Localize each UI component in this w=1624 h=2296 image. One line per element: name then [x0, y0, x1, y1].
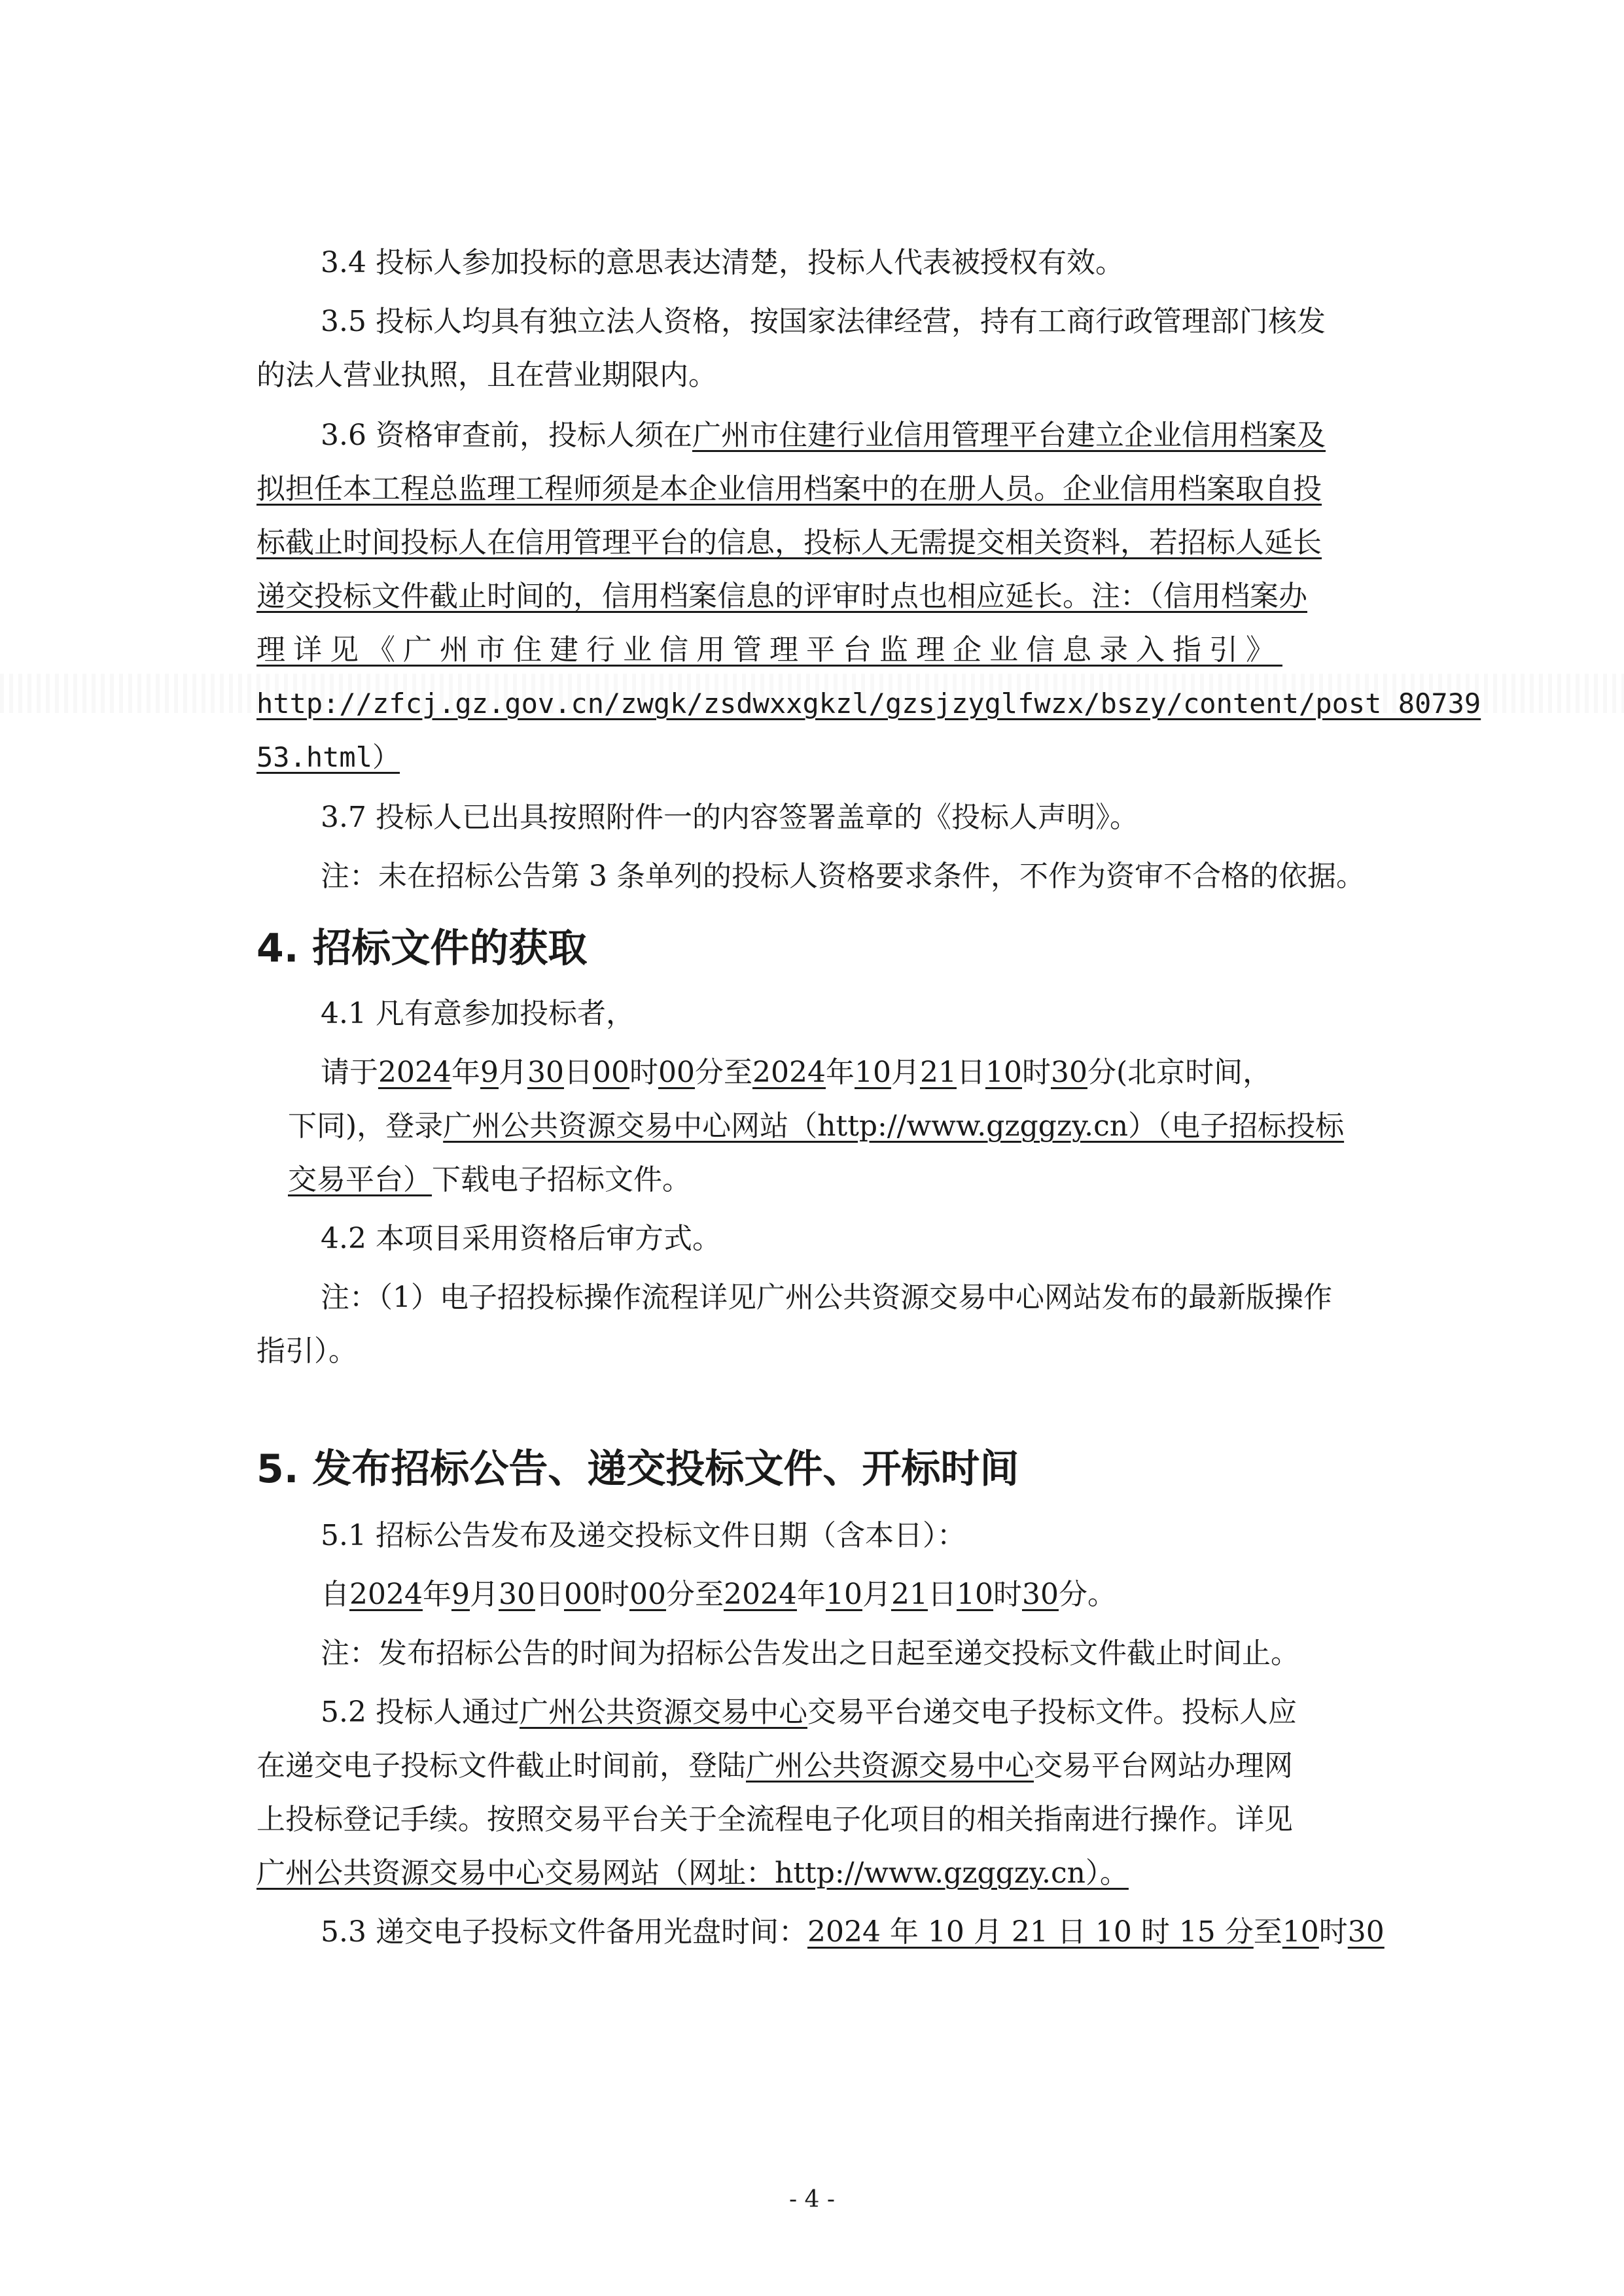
- note-section-3: 注：未在招标公告第 3 条单列的投标人资格要求条件，不作为资审不合格的依据。: [321, 860, 1365, 893]
- start-day: 30: [527, 1056, 564, 1089]
- clause-5-3: [321, 1913, 1385, 1952]
- start-year: 2024: [349, 1578, 423, 1611]
- download-text: 下载电子招标文件。: [432, 1163, 691, 1196]
- start-hour: 00: [592, 1056, 629, 1089]
- clause-5-2-intro: 5.2 投标人通过: [321, 1696, 520, 1729]
- end-day: 21: [919, 1056, 957, 1089]
- start-month: 9: [451, 1578, 470, 1611]
- month-unit: 月: [498, 1056, 527, 1089]
- hour-unit: 时: [600, 1578, 629, 1611]
- clause-4-1-login: [288, 1107, 1344, 1146]
- clause-5-3-intro: 5.3 递交电子投标文件备用光盘时间：: [321, 1915, 807, 1949]
- clause-5-2-text: 交易平台递交电子投标文件。投标人应: [807, 1696, 1297, 1729]
- day-unit: 日: [535, 1578, 564, 1611]
- gzggzy-website-link[interactable]: 广州公共资源交易中心网站（http://www.gzggzy.cn）（电子招标投标: [443, 1109, 1345, 1143]
- year-unit: 年: [422, 1578, 451, 1611]
- clause-5-2-line-3: 上投标登记手续。按照交易平台关于全流程电子化项目的相关指南进行操作。详见: [256, 1803, 1293, 1836]
- clause-3-6-intro: 3.6 资格审查前，投标人须在: [321, 419, 692, 452]
- day-unit: 日: [956, 1056, 985, 1089]
- year-unit: 年: [451, 1056, 480, 1089]
- disc-start-time: 2024 年 10 月 21 日 10 时 15 分: [807, 1915, 1254, 1949]
- minute-unit-to: 分至: [694, 1056, 752, 1089]
- gzggzy-trading-website-link[interactable]: 广州公共资源交易中心交易网站（网址：http://www.gzggzy.cn）。: [256, 1856, 1129, 1890]
- trading-platform-link[interactable]: 交易平台）: [288, 1163, 432, 1196]
- end-hour: 10: [985, 1056, 1022, 1089]
- gzggzy-name: 广州公共资源交易中心: [746, 1749, 1034, 1783]
- end-minute: 30: [1021, 1578, 1059, 1611]
- start-month: 9: [480, 1056, 499, 1089]
- timezone-note: 分(北京时间，: [1087, 1056, 1272, 1089]
- section-4-heading: 4. 招标文件的获取: [256, 926, 588, 971]
- clause-3-4: 3.4 投标人参加投标的意思表达清楚，投标人代表被授权有效。: [321, 246, 1124, 279]
- end-month: 10: [854, 1056, 891, 1089]
- start-year: 2024: [378, 1056, 451, 1089]
- clause-3-6-line-5: 理详见《广州市住建行业信用管理平台监理企业信息录入指引》: [256, 633, 1282, 667]
- month-unit: 月: [469, 1578, 499, 1611]
- clause-3-5-line-1: 3.5 投标人均具有独立法人资格，按国家法律经营，持有工商行政管理部门核发: [321, 305, 1326, 338]
- year-unit: 年: [796, 1578, 826, 1611]
- day-unit: 日: [563, 1056, 593, 1089]
- clause-5-1-dates: [321, 1575, 1116, 1614]
- clause-3-6-line-2: 拟担任本工程总监理工程师须是本企业信用档案中的在册人员。企业信用档案取自投: [256, 472, 1322, 506]
- note-section-4-line-1: 注：（1）电子招投标操作流程详见广州公共资源交易中心网站发布的最新版操作: [321, 1281, 1332, 1314]
- login-prefix: 下同)，登录: [288, 1109, 444, 1143]
- hour-unit: 时: [1021, 1056, 1051, 1089]
- clause-4-2: 4.2 本项目采用资格后审方式。: [321, 1222, 721, 1255]
- clause-3-6-line-1: [321, 416, 1326, 455]
- clause-5-1: 5.1 招标公告发布及递交投标文件日期（含本日）：: [321, 1519, 966, 1552]
- start-hour: 00: [563, 1578, 601, 1611]
- credit-platform-text: 广州市住建行业信用管理平台建立企业信用档案及: [692, 419, 1326, 452]
- note-section-5: 注：发布招标公告的时间为招标公告发出之日起至递交投标文件截止时间止。: [321, 1637, 1299, 1670]
- clause-4-1-dates: [321, 1053, 1271, 1092]
- end-hour: 10: [956, 1578, 993, 1611]
- minute-unit-to: 分至: [665, 1578, 724, 1611]
- disc-end-hour: 10: [1282, 1915, 1319, 1949]
- clause-3-6-line-4: 递交投标文件截止时间的，信用档案信息的评审时点也相应延长。注：（信用档案办: [256, 580, 1307, 613]
- year-unit: 年: [825, 1056, 855, 1089]
- month-unit: 月: [891, 1056, 920, 1089]
- clause-4-1-download: [288, 1160, 691, 1200]
- gzggzy-name: 广州公共资源交易中心: [519, 1696, 807, 1729]
- hour-unit: 时: [1318, 1915, 1348, 1949]
- end-day: 21: [891, 1578, 928, 1611]
- end-month: 10: [825, 1578, 862, 1611]
- to-text: 至: [1253, 1915, 1282, 1949]
- end-year: 2024: [752, 1056, 826, 1089]
- minute-unit-end: 分。: [1058, 1578, 1116, 1611]
- start-minute: 00: [658, 1056, 695, 1089]
- date-prefix: 请于: [321, 1056, 378, 1089]
- page-number: - 4 -: [788, 2186, 836, 2213]
- clause-3-7: 3.7 投标人已出具按照附件一的内容签署盖章的《投标人声明》。: [321, 801, 1139, 834]
- credit-guide-link[interactable]: http://zfcj.gz.gov.cn/zwgk/zsdwxxgkzl/gzsjzyglfwzx/bszy/content/post_80739: [256, 687, 1481, 720]
- end-minute: 30: [1050, 1056, 1087, 1089]
- hour-unit: 时: [629, 1056, 658, 1089]
- clause-5-2-text: 交易平台网站办理网: [1034, 1749, 1293, 1783]
- clause-3-5-line-2: 的法人营业执照，且在营业期限内。: [256, 358, 717, 392]
- clause-3-6-line-3: 标截止时间投标人在信用管理平台的信息，投标人无需提交相关资料，若招标人延长: [256, 526, 1322, 559]
- start-day: 30: [498, 1578, 535, 1611]
- end-year: 2024: [723, 1578, 797, 1611]
- clause-5-2-line-2: [256, 1747, 1293, 1786]
- start-minute: 00: [629, 1578, 666, 1611]
- section-5-heading: 5. 发布招标公告、递交投标文件、开标时间: [256, 1446, 1019, 1492]
- disc-end-minute: 30: [1347, 1915, 1385, 1949]
- clause-5-2-line-1: [321, 1693, 1297, 1732]
- month-unit: 月: [862, 1578, 891, 1611]
- credit-guide-link-end[interactable]: 53.html）: [256, 741, 400, 773]
- clause-4-1: 4.1 凡有意参加投标者，: [321, 997, 635, 1030]
- clause-5-2-text: 在递交电子投标文件截止时间前，登陆: [256, 1749, 746, 1783]
- note-section-4-line-2: 指引）。: [256, 1334, 357, 1368]
- day-unit: 日: [927, 1578, 957, 1611]
- hour-unit: 时: [993, 1578, 1022, 1611]
- date-prefix: 自: [321, 1578, 349, 1611]
